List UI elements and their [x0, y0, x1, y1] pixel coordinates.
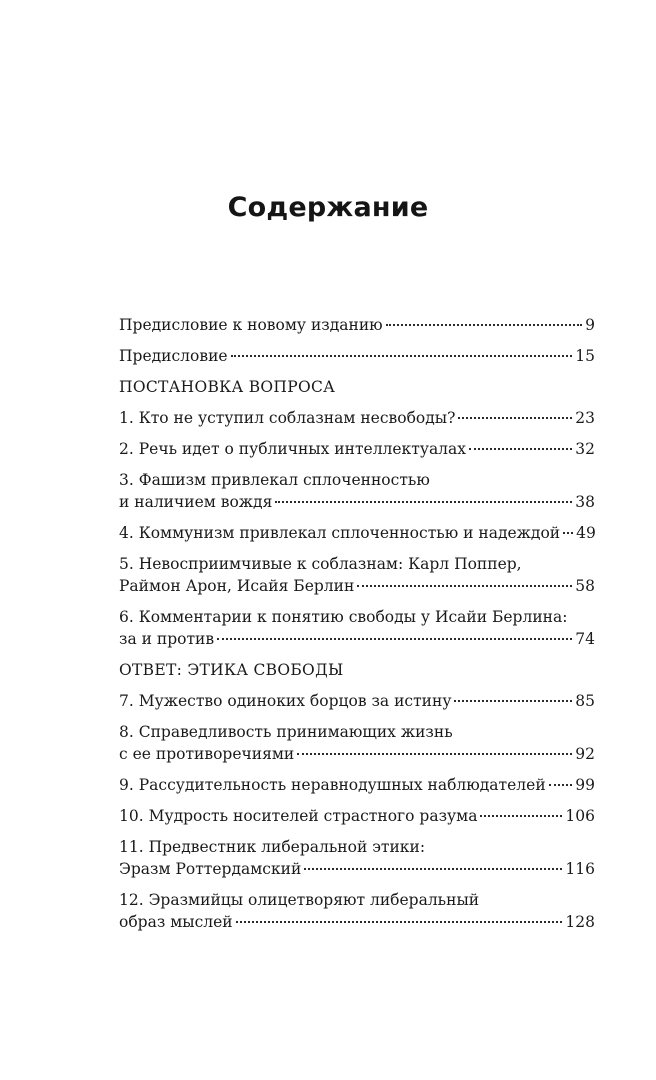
toc-entry — [119, 889, 595, 933]
dot-leader — [231, 355, 573, 357]
toc-entry-row — [119, 575, 595, 597]
dot-leader — [236, 921, 563, 923]
toc-entry-row — [119, 438, 595, 460]
toc-entry-title-line: 8. Справедливость принимающих жизнь — [119, 723, 453, 741]
toc-page-number: 9 — [585, 316, 595, 334]
toc-entry-title-line: 3. Фашизм привлекал сплоченностью — [119, 471, 430, 489]
toc-entry — [119, 407, 595, 429]
toc-entry — [119, 469, 595, 513]
toc-entry — [119, 690, 595, 712]
toc-page-number: 58 — [575, 577, 595, 595]
toc-entry — [119, 553, 595, 597]
toc-entry-row — [119, 690, 595, 712]
dot-leader — [469, 448, 572, 450]
toc-entry-row — [119, 858, 595, 880]
toc-page-number: 49 — [576, 524, 596, 542]
toc-entry-title-line: 1. Кто не уступил соблазнам несвободы? — [119, 409, 456, 427]
toc-page-number: 15 — [575, 347, 595, 365]
toc-entry — [119, 805, 595, 827]
toc-entry-title-line: Эразм Роттердамский — [119, 860, 302, 878]
toc-entry-title-line: Предисловие к новому изданию — [119, 316, 383, 334]
toc-entry-title-line: 11. Предвестник либеральной этики: — [119, 838, 426, 856]
toc-entry-row — [119, 805, 595, 827]
toc-entry-row — [119, 491, 595, 513]
toc-entry-row — [119, 345, 595, 367]
dot-leader — [304, 868, 562, 870]
toc-entry-row — [119, 774, 595, 796]
toc-section-heading: ОТВЕТ: ЭТИКА СВОБОДЫ — [119, 661, 344, 679]
toc-entry-title-line: 7. Мужество одиноких борцов за истину — [119, 692, 452, 710]
toc-entry-title-line: Предисловие — [119, 347, 228, 365]
toc-page-number: 99 — [575, 776, 595, 794]
toc-page-number: 74 — [575, 630, 595, 648]
dot-leader — [480, 815, 562, 817]
toc-entry-title-line: образ мыслей — [119, 913, 233, 931]
toc-entry-row — [119, 743, 595, 765]
dot-leader — [454, 700, 572, 702]
toc-entry — [119, 721, 595, 765]
toc-entry — [119, 314, 595, 336]
toc-entry-title-line: Раймон Арон, Исайя Берлин — [119, 577, 355, 595]
toc-entry-row — [119, 628, 595, 650]
dot-leader — [458, 417, 572, 419]
toc-entry-title-line: за и против — [119, 630, 215, 648]
toc-entry-row — [119, 314, 595, 336]
toc-page-number: 85 — [575, 692, 595, 710]
toc-entry — [119, 345, 595, 367]
toc-entry-title-line: 4. Коммунизм привлекал сплоченностью и надеждой — [119, 524, 561, 542]
toc-entry-title-line: 10. Мудрость носителей страстного разума — [119, 807, 478, 825]
dot-leader — [386, 324, 582, 326]
toc-entry — [119, 522, 595, 544]
toc-entry-title-line: 5. Невосприимчивые к соблазнам: Карл Поппер, — [119, 555, 522, 573]
toc-page-number: 92 — [575, 745, 595, 763]
dot-leader — [563, 532, 573, 534]
toc-page-number: 116 — [565, 860, 595, 878]
toc-page-number: 23 — [575, 409, 595, 427]
toc-section-heading: ПОСТАНОВКА ВОПРОСА — [119, 378, 336, 396]
dot-leader — [217, 638, 572, 640]
toc-entry-title-line: с ее противоречиями — [119, 745, 295, 763]
toc-entry-title-line: 12. Эразмийцы олицетворяют либеральный — [119, 891, 480, 909]
table-of-contents — [119, 314, 595, 942]
dot-leader — [297, 753, 572, 755]
toc-entry — [119, 606, 595, 650]
toc-entry-title-line: 9. Рассудительность неравнодушных наблюдателей — [119, 776, 546, 794]
toc-page-number: 128 — [565, 913, 595, 931]
dot-leader — [549, 784, 573, 786]
toc-entry — [119, 774, 595, 796]
dot-leader — [275, 501, 572, 503]
toc-entry — [119, 836, 595, 880]
toc-entry-title-line: 6. Комментарии к понятию свободы у Исайи Берлина: — [119, 608, 568, 626]
toc-entry-row — [119, 407, 595, 429]
toc-page-number: 38 — [575, 493, 595, 511]
toc-entry-row — [119, 522, 595, 544]
page-title: Содержание — [227, 192, 429, 223]
toc-page-number: 32 — [575, 440, 595, 458]
dot-leader — [357, 585, 572, 587]
toc-entry-title-line: и наличием вождя — [119, 493, 273, 511]
toc-page-number: 106 — [565, 807, 595, 825]
toc-entry-title-line: 2. Речь идет о публичных интеллектуалах — [119, 440, 467, 458]
toc-entry-row — [119, 911, 595, 933]
toc-entry — [119, 438, 595, 460]
